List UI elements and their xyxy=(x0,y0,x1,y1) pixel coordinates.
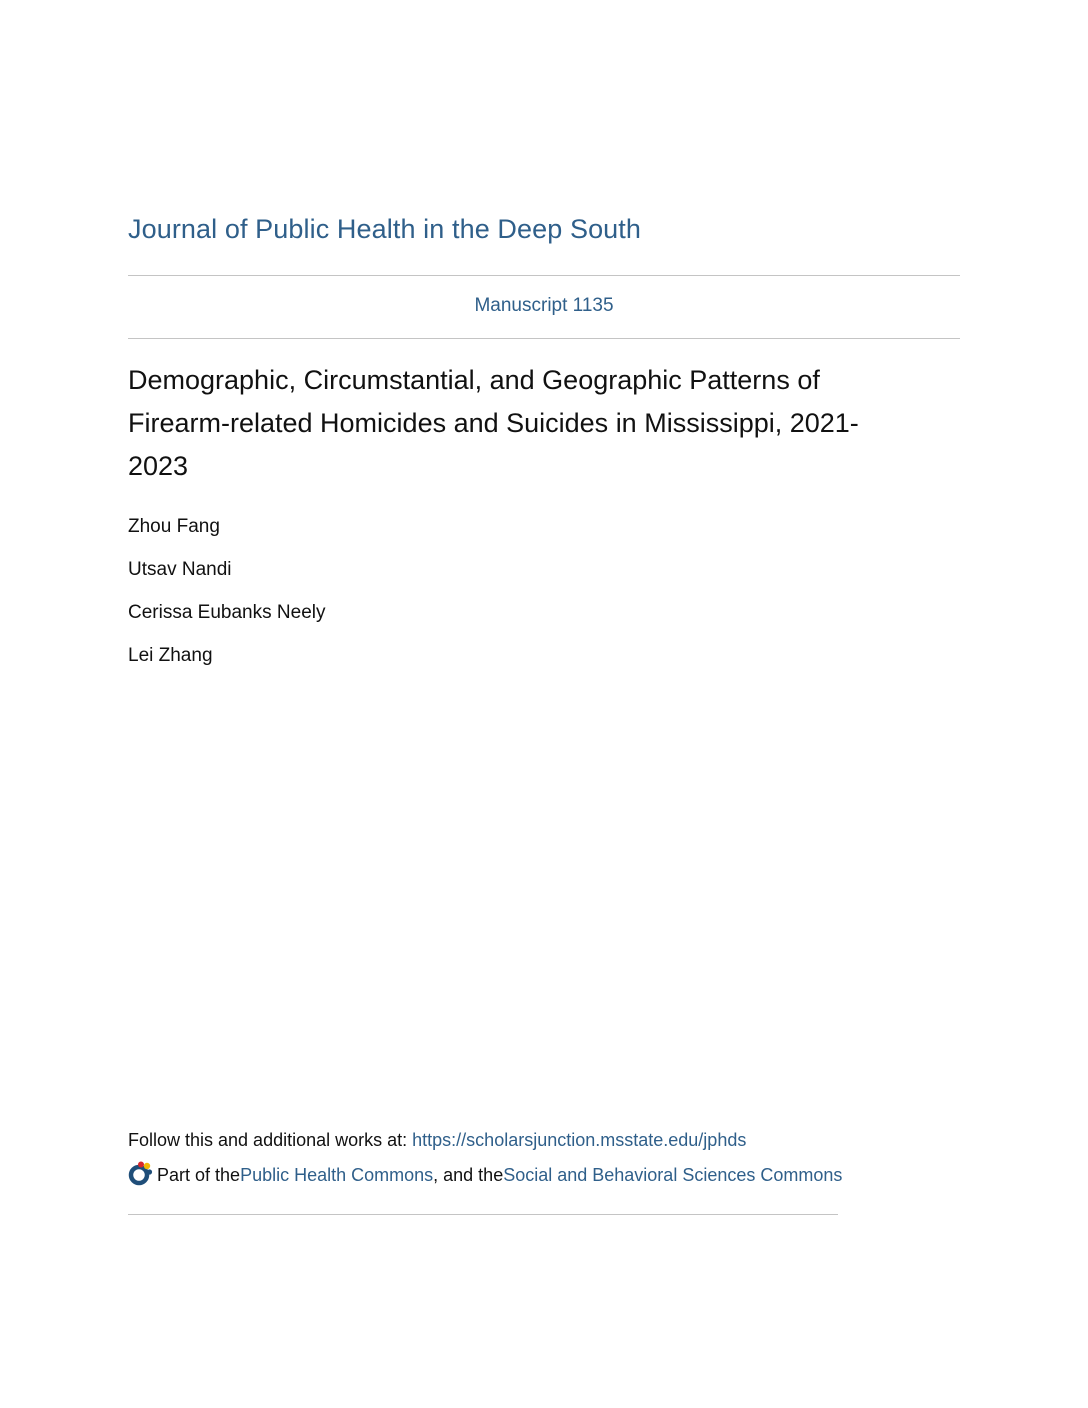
bottom-divider xyxy=(128,1214,838,1215)
article-title: Demographic, Circumstantial, and Geographic Patterns of Firearm-related Homicides and Suicides in Mississippi, 2021-2023 xyxy=(128,365,859,481)
follow-works-line xyxy=(128,1130,746,1151)
author-name: Lei Zhang xyxy=(128,645,213,666)
repository-url-link[interactable]: https://scholarsjunction.msstate.edu/jphds xyxy=(412,1130,747,1150)
author-name: Cerissa Eubanks Neely xyxy=(128,602,326,623)
author-name: Utsav Nandi xyxy=(128,559,232,580)
bepress-commons-icon xyxy=(128,1160,154,1186)
part-of-prefix: Part of the xyxy=(157,1164,241,1185)
follow-prefix: Follow this and additional works at: xyxy=(128,1130,413,1150)
commons-separator: , and the xyxy=(433,1164,504,1185)
part-of-line xyxy=(128,1162,842,1188)
manuscript-number[interactable]: Manuscript 1135 xyxy=(474,295,614,316)
author-name: Zhou Fang xyxy=(128,516,220,537)
author-list xyxy=(128,505,325,677)
journal-title-link[interactable]: Journal of Public Health in the Deep South xyxy=(128,214,642,244)
top-divider xyxy=(128,275,960,276)
social-behavioral-sciences-commons-link[interactable]: Social and Behavioral Sciences Commons xyxy=(503,1164,843,1185)
public-health-commons-link[interactable]: Public Health Commons xyxy=(240,1164,434,1185)
middle-divider xyxy=(128,338,960,339)
